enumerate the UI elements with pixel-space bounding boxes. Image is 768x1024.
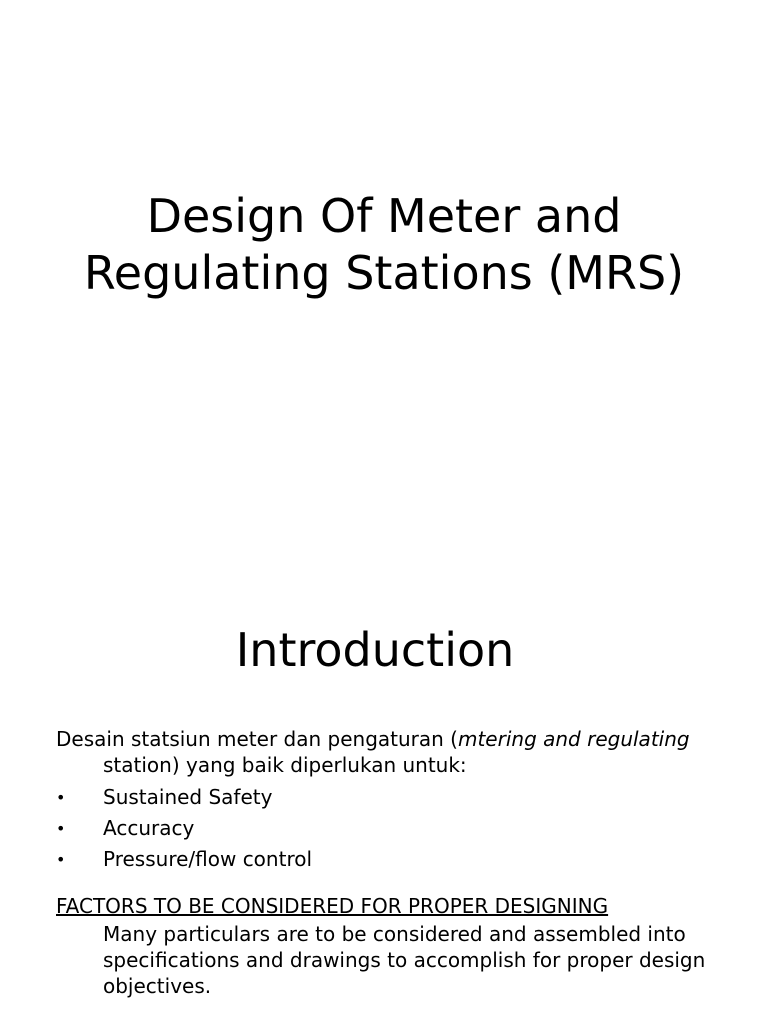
intro-italic: mtering and regulating bbox=[457, 727, 690, 751]
list-item bbox=[56, 813, 746, 844]
title-line-2: Regulating Stations (MRS) bbox=[83, 246, 685, 300]
bullet-icon: • bbox=[56, 788, 66, 807]
title-line-1: Design Of Meter and bbox=[146, 189, 622, 243]
intro-rest: station) yang baik diperlukan untuk: bbox=[103, 753, 467, 777]
introduction-title: Introduction bbox=[235, 623, 515, 677]
introduction-body bbox=[56, 726, 746, 999]
intro-paragraph bbox=[56, 726, 746, 778]
list-item-label: Sustained Safety bbox=[103, 785, 273, 809]
list-item-label: Pressure/flow control bbox=[103, 847, 313, 871]
intro-text: Desain statsiun meter dan pengaturan ( bbox=[56, 727, 458, 751]
introduction-slide bbox=[0, 576, 768, 1024]
list-item bbox=[56, 782, 746, 813]
list-item-label: Accuracy bbox=[103, 816, 195, 840]
requirements-list bbox=[56, 782, 746, 875]
bullet-icon: • bbox=[56, 850, 66, 869]
bullet-icon: • bbox=[56, 819, 66, 838]
list-item bbox=[56, 844, 746, 875]
slide-title bbox=[0, 188, 768, 302]
factors-heading: FACTORS TO BE CONSIDERED FOR PROPER DESIGNING bbox=[56, 894, 609, 918]
factors-text: Many particulars are to be considered and assembled into specifications and drawings to accomplish for proper design objectives. bbox=[103, 922, 706, 998]
